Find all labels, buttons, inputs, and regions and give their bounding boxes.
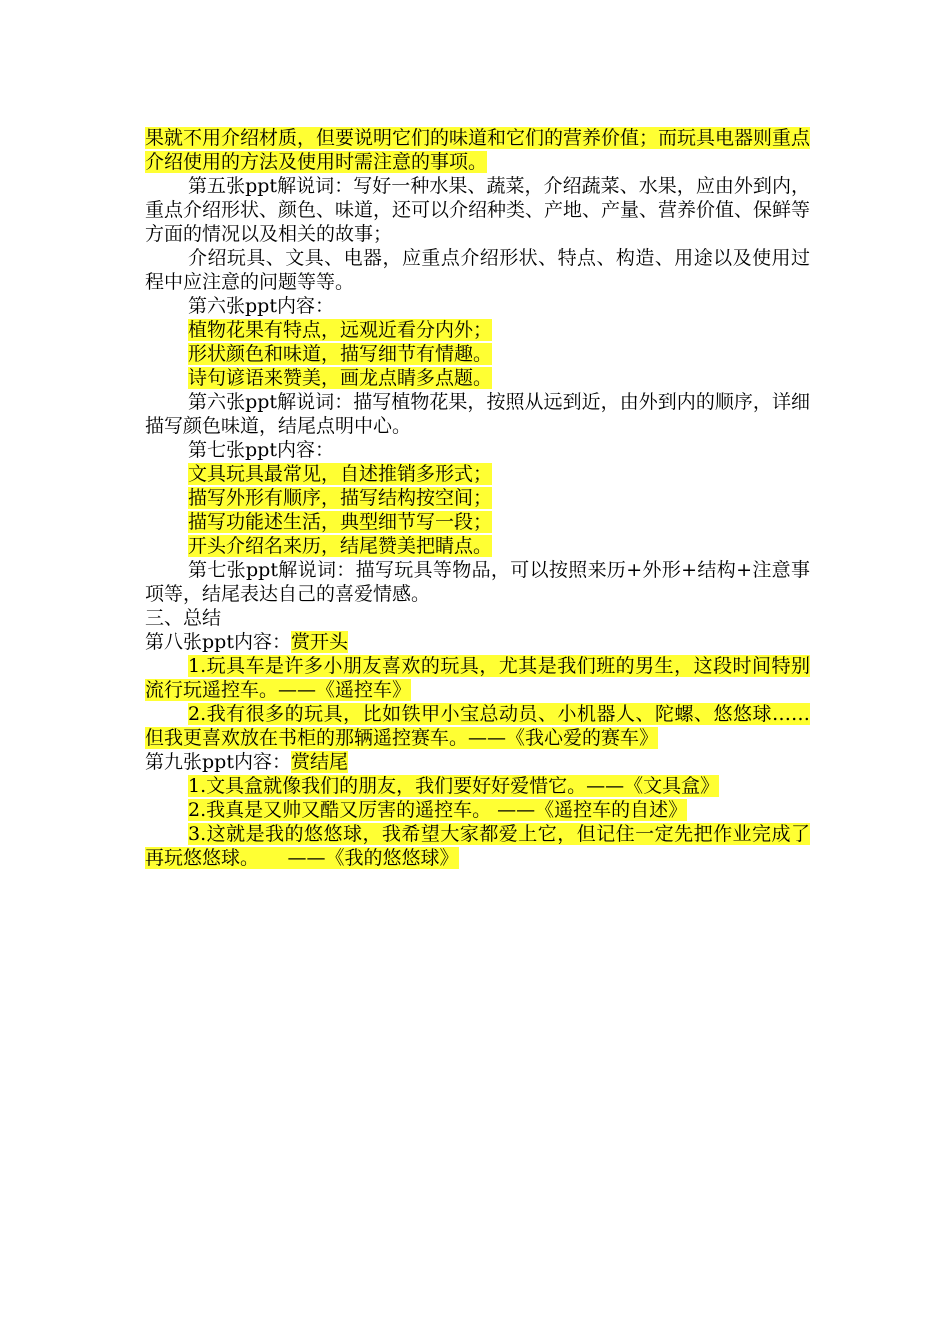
highlighted-text: 诗句谚语来赞美，画龙点睛多点题。 [188, 367, 493, 389]
slide9-heading [145, 750, 810, 774]
highlighted-text: 文具玩具最常见，自述推销多形式； [188, 463, 493, 485]
highlighted-text: 描写外形有顺序，描写结构按空间； [188, 487, 493, 509]
slide9-example-3 [145, 822, 810, 870]
highlighted-text: 果就不用介绍材质，但要说明它们的味道和它们的营养价值；而玩具电器则重点介绍使用的方法及使用时需注意的事项。 [145, 127, 811, 173]
highlighted-text: 开头介绍名来历，结尾赞美把睛点。 [188, 535, 493, 557]
paragraph-toys-stationery: 介绍玩具、文具、电器，应重点介绍形状、特点、构造、用途以及使用过程中应注意的问题等等。 [145, 247, 810, 293]
highlighted-text: 赏开头 [290, 631, 348, 653]
document-body [145, 126, 810, 870]
slide9-example-2 [145, 798, 810, 822]
section-heading-summary: 三、总结 [145, 607, 222, 629]
slide8-example-1 [145, 654, 810, 702]
slide6-line-1 [145, 318, 810, 342]
highlighted-text: 1.玩具车是许多小朋友喜欢的玩具，尤其是我们班的男生，这段时间特别流行玩遥控车。——《遥控车》 [145, 655, 810, 701]
highlighted-text: 描写功能述生活，典型细节写一段； [188, 511, 493, 533]
highlighted-text: 1.文具盒就像我们的朋友，我们要好好爱惜它。——《文具盒》 [188, 775, 720, 797]
slide7-heading: 第七张ppt内容： [188, 439, 334, 461]
slide6-heading: 第六张ppt内容： [188, 295, 334, 317]
highlighted-text: 2.我真是又帅又酷又厉害的遥控车。 ——《遥控车的自述》 [188, 799, 688, 821]
slide8-example-2 [145, 702, 810, 750]
slide7-line-4 [145, 534, 810, 558]
slide8-label: 第八张ppt内容： [145, 631, 291, 653]
slide6-line-2 [145, 342, 810, 366]
paragraph-slide5-narration: 第五张ppt解说词：写好一种水果、蔬菜，介绍蔬菜、水果，应由外到内，重点介绍形状、颜色、味道，还可以介绍种类、产地、产量、营养价值、保鲜等方面的情况以及相关的故事； [145, 175, 811, 245]
slide9-label: 第九张ppt内容： [145, 751, 291, 773]
highlighted-text: 赏结尾 [290, 751, 348, 773]
slide7-line-2 [145, 486, 810, 510]
slide6-line-3 [145, 366, 810, 390]
highlighted-text: 2.我有很多的玩具，比如铁甲小宝总动员、小机器人、陀螺、悠悠球……但我更喜欢放在书柜的那辆遥控赛车。——《我心爱的赛车》 [145, 703, 810, 749]
highlighted-text: 3.这就是我的悠悠球，我希望大家都爱上它，但记住一定先把作业完成了再玩悠悠球。 ——《我的悠悠球》 [145, 823, 810, 869]
slide9-example-1 [145, 774, 810, 798]
paragraph-1 [145, 126, 810, 174]
slide8-heading [145, 630, 810, 654]
paragraph-slide7-narration: 第七张ppt解说词：描写玩具等物品，可以按照来历+外形+结构+注意事项等，结尾表达自己的喜爱情感。 [145, 559, 810, 605]
slide7-line-3 [145, 510, 810, 534]
slide7-line-1 [145, 462, 810, 486]
highlighted-text: 形状颜色和味道，描写细节有情趣。 [188, 343, 493, 365]
highlighted-text: 植物花果有特点，远观近看分内外； [188, 319, 493, 341]
paragraph-slide6-narration: 第六张ppt解说词：描写植物花果，按照从远到近，由外到内的顺序，详细描写颜色味道，结尾点明中心。 [145, 391, 810, 437]
